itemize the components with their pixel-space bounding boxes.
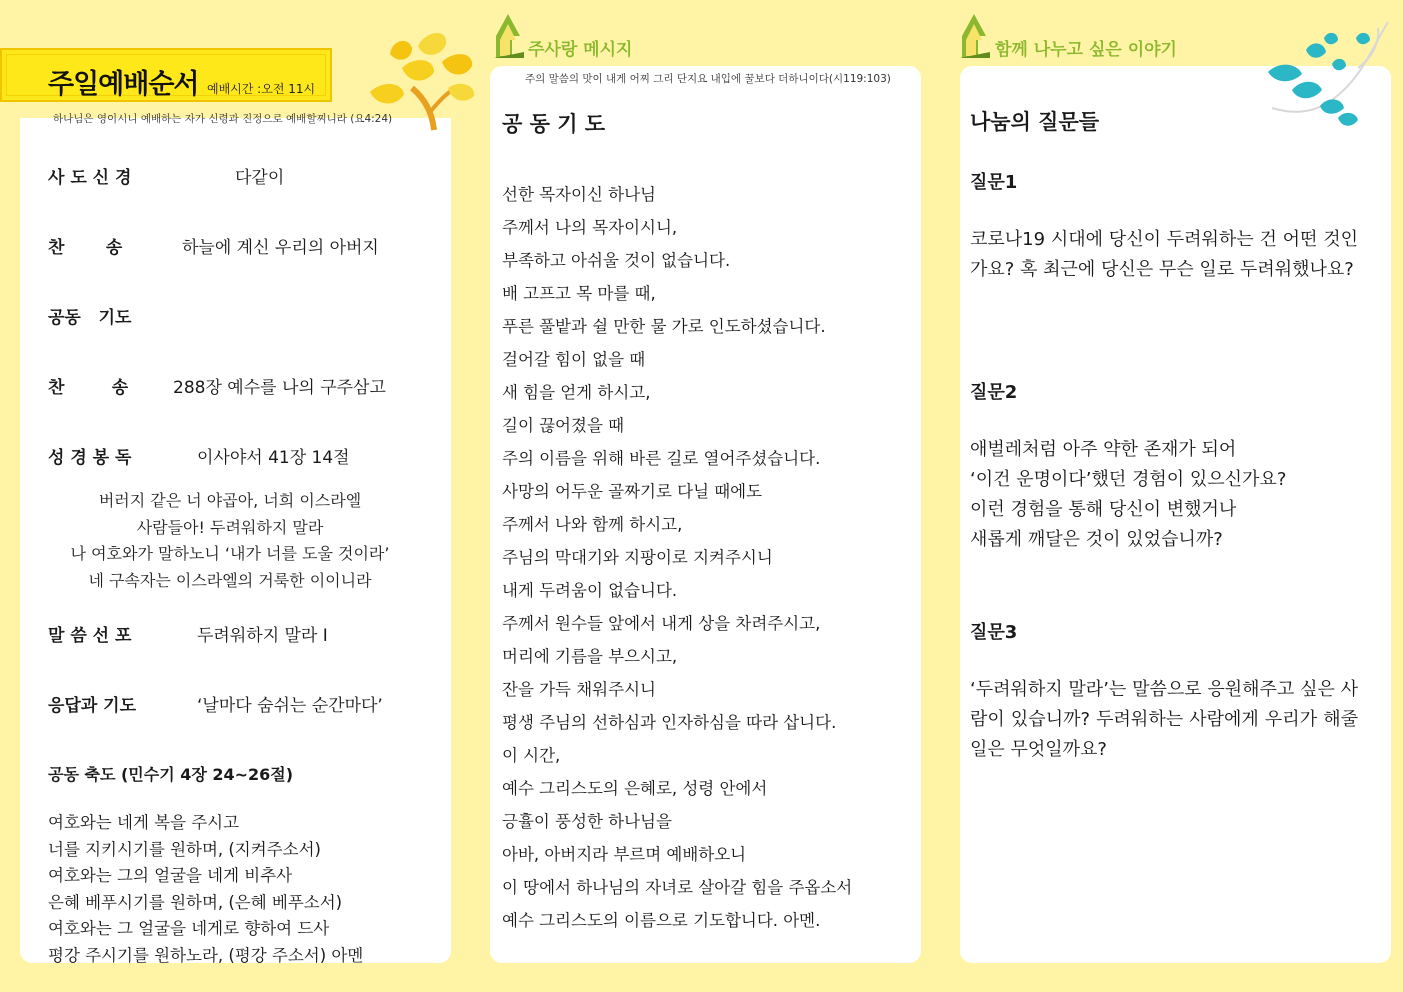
scripture-line: 버러지 같은 너 야곱아, 너희 이스라엘 (98, 491, 362, 510)
order-label-hymn1: 찬 송 (48, 238, 123, 258)
order-label-response: 응답과 기도 (48, 696, 137, 716)
scripture-line: 나 여호와가 말하노니 ‘내가 너를 도울 것이라’ (70, 544, 390, 563)
question-text-2 (970, 435, 1362, 555)
prayer-line: 주의 이름을 위해 바른 길로 열어주셨습니다. (502, 449, 821, 468)
scripture-line: 네 구속자는 이스라엘의 거룩한 이이니라 (88, 570, 372, 590)
prayer-line: 긍휼이 풍성한 하나님을 (502, 812, 672, 831)
benediction-line: 평강 주시기를 원하노라, (평강 주소서) 아멘 (48, 945, 364, 965)
question-text-3 (970, 675, 1358, 765)
prayer-line: 배 고프고 목 마를 때, (502, 284, 656, 303)
prayer-line: 예수 그리스도의 이름으로 기도합니다. 아멘. (502, 911, 821, 930)
question-line: 이런 경험을 통해 당신이 변했거나 (970, 499, 1237, 520)
benediction-heading: 공동 축도 (민수기 4장 24~26절) (48, 765, 294, 784)
order-label-reading: 성 경 봉 독 (48, 448, 132, 468)
green-arrow-icon (492, 12, 528, 60)
page-title: 주일예배순서 (48, 69, 199, 100)
prayer-line: 주께서 나와 함께 하시고, (502, 515, 683, 534)
prayer-line: 이 땅에서 하나님의 자녀로 살아갈 힘을 주옵소서 (502, 878, 853, 897)
scripture-line: 사람들아! 두려워하지 말라 (136, 517, 324, 537)
order-value-response: ‘날마다 숨쉬는 순간마다’ (197, 696, 383, 716)
prayer-title: 공 동 기 도 (502, 112, 606, 136)
order-label-hymn2: 찬 송 (48, 378, 129, 398)
sharing-section-title: 함께 나누고 싶은 이야기 (995, 40, 1177, 60)
prayer-line: 부족하고 아쉬울 것이 없습니다. (502, 251, 731, 270)
question-line: 새롭게 깨달은 것이 있었습니까? (970, 529, 1223, 550)
question-label-1: 질문1 (970, 172, 1018, 193)
question-line: 코로나19 시대에 당신이 두려워하는 건 어떤 것인가요? 혹 최근에 당신은 무슨 일로 두려워했나요? (970, 229, 1358, 280)
message-verse: 주의 말씀의 맛이 내게 어찌 그리 단지요 내입에 꿀보다 더하니이다(시119:103) (525, 73, 891, 85)
order-value-reading: 이사야서 41장 14절 (197, 448, 350, 468)
benediction-text (48, 810, 363, 969)
question-label-2: 질문2 (970, 382, 1018, 403)
order-value-hymn2: 288장 예수를 나의 구주삼고 (173, 378, 386, 398)
benediction-line: 여호와는 그 얼굴을 네게로 향하여 드사 (48, 919, 330, 938)
question-line: ‘두려워하지 말라’는 말씀으로 응원해주고 싶은 사람이 있습니까? 두려워하는 사람에게 우리가 해줄 일은 무엇일까요? (970, 679, 1358, 760)
prayer-line: 잔을 가득 채워주시니 (502, 680, 656, 699)
question-text-1 (970, 225, 1358, 285)
prayer-text (502, 178, 852, 937)
prayer-line: 푸른 풀밭과 쉴 만한 물 가로 인도하셨습니다. (502, 317, 826, 336)
prayer-line: 주께서 나의 목자이시니, (502, 218, 678, 237)
order-value-creed: 다같이 (235, 168, 285, 188)
benediction-line: 은혜 베푸시기를 원하며, (은혜 베푸소서) (48, 892, 343, 912)
prayer-line: 머리에 기름을 부으시고, (502, 647, 678, 666)
question-line: ‘이건 운명이다’했던 경험이 있으신가요? (970, 469, 1287, 490)
question-label-3: 질문3 (970, 622, 1018, 643)
prayer-line: 주님의 막대기와 지팡이로 지켜주시니 (502, 548, 773, 567)
prayer-line: 선한 목자이신 하나님 (502, 185, 656, 204)
yellow-tree-icon (362, 26, 482, 134)
prayer-line: 새 힘을 얻게 하시고, (502, 383, 651, 402)
prayer-line: 이 시간, (502, 746, 561, 765)
green-arrow-icon (958, 12, 994, 60)
prayer-line: 평생 주님의 선하심과 인자하심을 따라 삽니다. (502, 713, 837, 732)
order-label-prayer: 공동 기도 (48, 308, 132, 328)
header-verse: 하나님은 영이시니 예배하는 자가 신령과 진정으로 예배할찌니라 (요4:24) (53, 113, 393, 125)
prayer-line: 예수 그리스도의 은혜로, 성령 안에서 (502, 779, 768, 798)
prayer-line: 걸어갈 힘이 없을 때 (502, 350, 646, 369)
prayer-line: 아바, 아버지라 부르며 예배하오니 (502, 845, 747, 864)
message-section-title: 주사랑 메시지 (528, 40, 633, 60)
questions-title: 나눔의 질문들 (970, 110, 1100, 134)
order-value-hymn1: 하늘에 계신 우리의 아버지 (182, 238, 379, 258)
prayer-line: 주께서 원수들 앞에서 내게 상을 차려주시고, (502, 614, 821, 633)
scripture-passage (40, 488, 420, 594)
service-time: 예배시간 :오전 11시 (207, 82, 316, 96)
prayer-line: 내게 두려움이 없습니다. (502, 581, 678, 600)
prayer-line: 길이 끊어졌을 때 (502, 416, 625, 435)
benediction-line: 여호와는 그의 얼굴을 네게 비추사 (48, 866, 293, 885)
order-value-sermon: 두려워하지 말라 I (197, 626, 328, 646)
benediction-line: 너를 지키시기를 원하며, (지켜주소서) (48, 839, 321, 859)
question-line: 애벌레처럼 아주 약한 존재가 되어 (970, 439, 1237, 460)
order-label-creed: 사 도 신 경 (48, 168, 132, 188)
order-label-sermon: 말 씀 선 포 (48, 626, 132, 646)
prayer-line: 사망의 어두운 골짜기로 다닐 때에도 (502, 482, 763, 501)
teal-leaves-icon (1262, 18, 1394, 136)
benediction-line: 여호와는 네게 복을 주시고 (48, 813, 240, 832)
